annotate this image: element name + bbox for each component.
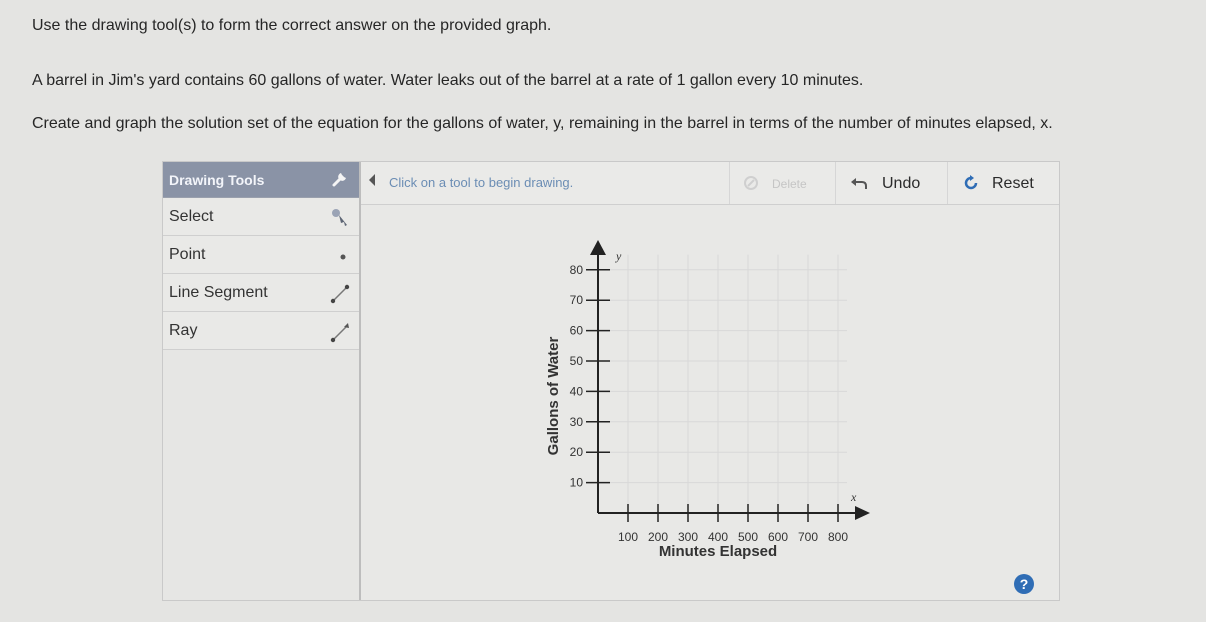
delete-label: Delete (772, 177, 807, 191)
y-tick-label: 70 (569, 293, 583, 308)
y-axis-title: Gallons of Water (545, 336, 562, 456)
undo-label: Undo (882, 175, 921, 192)
x-axis-arrow (855, 506, 870, 520)
x-tick-label: 400 (707, 530, 729, 544)
x-tick-label: 500 (737, 530, 759, 544)
drawing-tools-title: Drawing Tools (169, 172, 265, 188)
tool-select-label: Select (169, 208, 214, 225)
tool-ray-label: Ray (169, 322, 198, 339)
x-tick-label: 700 (797, 530, 819, 544)
x-tick-label: 800 (827, 530, 849, 544)
y-axis-arrow (590, 240, 606, 255)
task-text: Create and graph the solution set of the equation for the gallons of water, y, remaining in the barrel in terms of the number of minutes elapsed, x. (32, 115, 1053, 132)
graph-axes (590, 240, 870, 520)
y-tick-label: 20 (569, 445, 583, 460)
x-axis-title: Minutes Elapsed (658, 543, 778, 560)
help-icon[interactable]: ? (1014, 574, 1034, 594)
y-tick-label: 40 (569, 384, 583, 399)
y-tick-label: 50 (569, 354, 583, 368)
x-tick-label: 300 (677, 530, 699, 544)
tool-line-segment-label: Line Segment (169, 284, 268, 301)
x-tick-label: 200 (647, 530, 669, 544)
reset-label: Reset (992, 175, 1034, 192)
x-axis-var: x (851, 490, 857, 504)
problem-text: A barrel in Jim's yard contains 60 gallons of water. Water leaks out of the barrel at a rate of 1 gallon every 10 minutes. (32, 72, 864, 89)
toolbar-hint: Click on a tool to begin drawing. (389, 175, 574, 190)
y-tick-label: 60 (569, 323, 583, 338)
x-tick-label: 600 (767, 530, 789, 544)
graph-ticks (570, 263, 849, 544)
x-tick-label: 100 (617, 530, 639, 544)
tool-point-label: Point (169, 246, 206, 263)
instruction-text: Use the drawing tool(s) to form the correct answer on the provided graph. (32, 17, 552, 34)
y-axis-var: y (616, 249, 622, 263)
y-tick-label: 10 (569, 475, 583, 490)
graph-grid (598, 255, 847, 513)
y-tick-label: 80 (569, 262, 583, 277)
y-tick-label: 30 (569, 414, 583, 429)
